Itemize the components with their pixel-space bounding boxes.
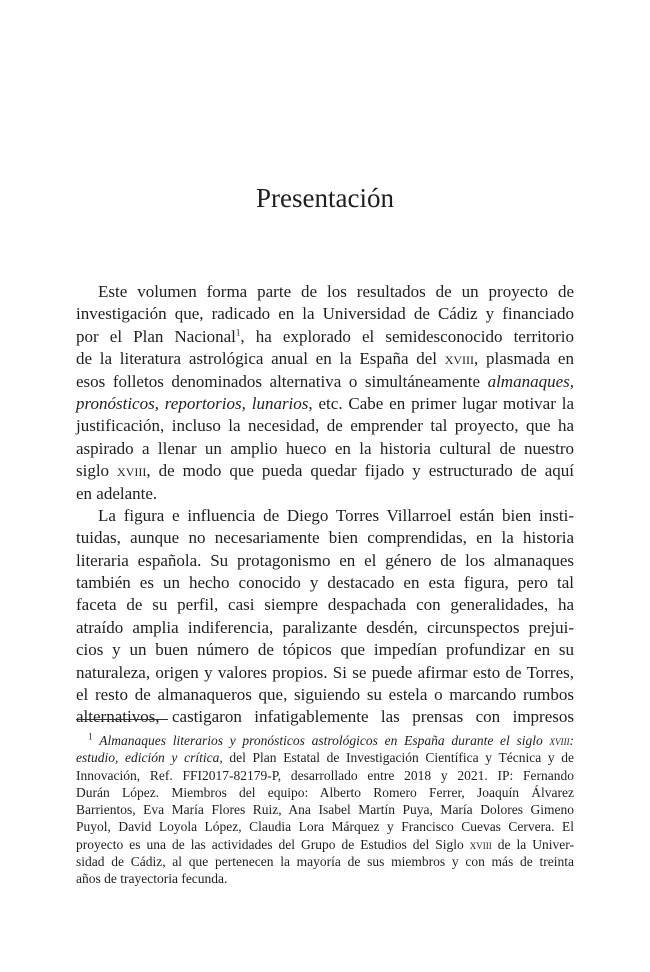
text-line: investigación que, radicado en la Universidad de Cádiz y financiado [76,304,574,324]
text-line: por el Plan Nacional$^1$, ha explorado el semidesconocido territorio [76,326,575,346]
text-line: literaria española. Su protagonismo en el género de los almanaques [76,550,574,570]
footnote-reference[interactable]: 1 [235,327,241,338]
text-line: de la literatura astrológica anual en la España del xviii, plasmada en [76,349,574,369]
text-line: también es un hecho conocido y destacado en esta figura, pero tal [76,573,574,593]
text-line: alternativos, castigaron infatigablemente las prensas con impresos [76,707,574,727]
footnote-line: Durán López. Miembros del equipo: Alberto Romero Ferrer, Joaquín Álvarez [76,784,574,800]
page-title: Presentación [256,183,394,213]
footnote-line: estudio, edición y crítica, del Plan Estatal de Investigación Científica y Técnica y de [76,750,575,766]
footnote-line: proyecto es una de las actividades del Grupo de Estudios del Siglo xviii de la Univer- [76,836,575,852]
text-line: tuidas, aunque no necesariamente bien comprendidas, en la historia [76,528,574,548]
footnote-line: Barrientos, Eva María Flores Ruiz, Ana Isabel Martín Puya, María Dolores Gimeno [76,802,574,818]
text-line: esos folletos denominados alternativa o simultáneamente almanaques, [76,371,574,391]
text-line: naturaleza, origen y valores propios. Si se puede afirmar esto de Torres, [76,662,574,682]
text-line: La figura e influencia de Diego Torres Villarroel están bien insti- [98,505,574,525]
text-line: aspirado a llenar un amplio hueco en la historia cultural de nuestro [76,438,574,458]
text-line: en adelante. [76,483,158,503]
main-text [76,281,574,729]
footnote-line: $^1$ Almanaques literarios y pronósticos astrológicos en España durante el siglo xviii: [88,731,575,748]
footnote-divider [76,719,168,720]
footnote-line: años de trayectoria fecunda. [76,871,228,887]
footnote [76,732,574,888]
text-line: atraído amplia indiferencia, paralizante desdén, circunspectos prejui- [76,617,574,637]
text-line: el resto de almanaqueros que, siguiendo su estela o marcando rumbos [76,685,574,705]
footnote-line: sidad de Cádiz, al que pertenecen la mayoría de sus miembros y con más de treinta [76,854,574,870]
text-line: faceta de su perfil, casi siempre despachada con generalidades, ha [76,595,574,615]
footnote-number: 1 [88,731,93,742]
text-line: justificación, incluso la necesidad, de emprender tal proyecto, que ha [76,416,574,436]
text-line: pronósticos, reportorios, lunarios, etc. Cabe en primer lugar motivar la [76,393,574,413]
text-line: cios y un buen número de tópicos que impedían profundizar en su [76,640,574,660]
footnote-line: Puyol, David Loyola López, Claudia Lora Márquez y Francisco Cuevas Cervera. El [76,819,574,835]
text-line: Este volumen forma parte de los resultados de un proyecto de [98,282,574,301]
text-line: siglo xviii, de modo que pueda quedar fijado y estructurado de aquí [76,461,574,481]
footnote-line: Innovación, Ref. FFI2017-82179-P, desarrollado entre 2018 y 2021. IP: Fernando [76,767,574,783]
